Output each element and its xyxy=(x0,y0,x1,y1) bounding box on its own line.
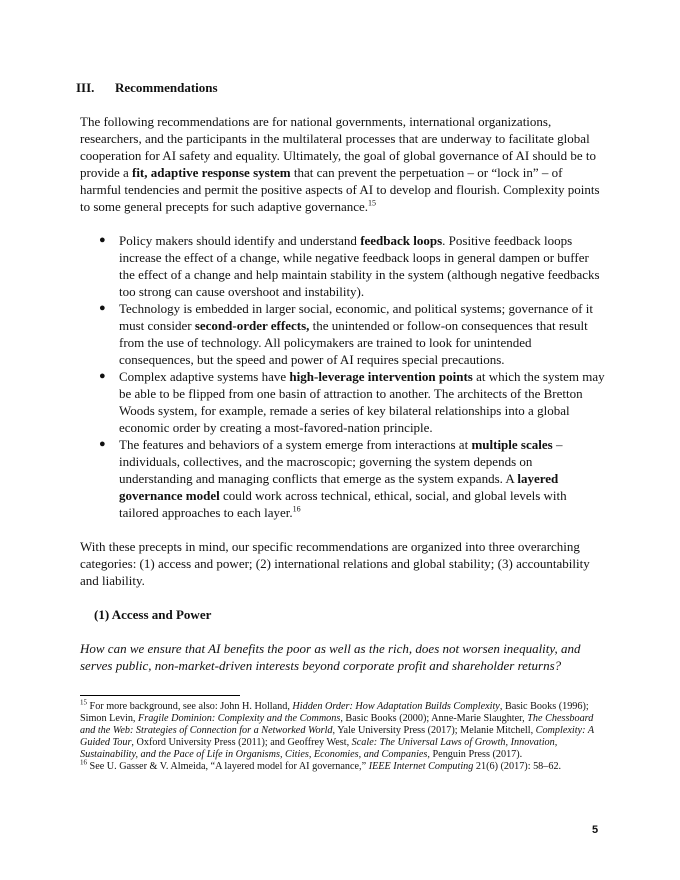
subsection-heading xyxy=(94,606,211,623)
subsection-number: (1) xyxy=(94,607,110,622)
section-title: Recommendations xyxy=(115,80,218,95)
footnote-16: $^{16}$ See U. Gasser & V. Almeida, “A layered model for AI governance,” IEEE Internet Computing 21(6) (2017): 58–62. xyxy=(80,758,562,772)
subsection-title: Access and Power xyxy=(111,607,212,622)
footnote-ref-15[interactable]: 15 xyxy=(368,198,377,208)
page-number: 5 xyxy=(592,824,599,836)
list-item-multiple-scales: ● The features and behaviors of a system emerge from interactions at multiple scales – individuals, collectives, and the macroscopic; governing the system depends on understanding and managing conflicts that emerge as the system expands. A layered governance model could work across technical, ethical, social, and global levels with tailored approaches to each layer.$^{16}$ xyxy=(99,437,567,520)
list-item-intervention-points: ● Complex adaptive systems have high-leverage intervention points at which the system may be able to be flipped from one basin of attraction to another. The architects of the Bretton Woods system, for example, remade a series of key bilateral relationships into a global economic order by creating a most-favored-nation principle. xyxy=(99,369,605,435)
section-heading xyxy=(76,79,218,96)
section-number: III. xyxy=(76,80,95,95)
footnotes xyxy=(80,698,602,773)
footnote-divider xyxy=(80,695,240,696)
footnote-ref-16[interactable]: 16 xyxy=(292,504,301,514)
bullet-icon: ● xyxy=(99,438,106,450)
list-item-second-order-effects: ● Technology is embedded in larger social, economic, and political systems; governance of it must consider second-order effects, the unintended or follow-on consequences that result from the use of technology. All policymakers are trained to look for unintended consequences, but the speed and power of AI requires special precautions. xyxy=(99,301,593,367)
bullet-icon: ● xyxy=(99,302,106,314)
emphasis-adaptive-response-system: fit, adaptive response system xyxy=(131,165,291,180)
footnote-15: $^{15}$ For more background, see also: John H. Holland, Hidden Order: How Adaptation Builds Complexity, Basic Books (1996); Simon Levin, Fragile Dominion: Complexity and the Commons, Basic Books (2000); Anne-Marie Slaughter, The Chessboard and the Web: Strategies of Connection for a Networked World, Yale University Press (2017); Melanie Mitchell, Complexity: A Guided Tour, Oxford University Press (2011); and Geoffrey West, Scale: The Universal Laws of Growth, Innovation, Sustainability, and the Pace of Life in Organisms, Cities, Economies, and Companies, Penguin Press (2017). xyxy=(80,698,594,760)
bullet-icon: ● xyxy=(99,234,106,246)
guiding-question: How can we ensure that AI benefits the poor as well as the rich, does not worsen inequality, and serves public, non-market-driven interests beyond corporate profit and shareholder returns? xyxy=(80,641,581,673)
precepts-list xyxy=(80,232,605,521)
intro-paragraph: The following recommendations are for national governments, international organizations, researchers, and the participants in the multilateral processes that are underway to facilitate global cooperation for AI safety and equality. Ultimately, the goal of global governance of AI should be to provide a fit, adaptive response system that can prevent the perpetuation – or “lock in” – of harmful tendencies and permit the positive aspects of AI to develop and flourish. Complexity points to some general precepts for such adaptive governance.$^{15}$ xyxy=(80,114,600,214)
list-item-feedback-loops: ● Policy makers should identify and understand feedback loops. Positive feedback loops increase the effect of a change, while negative feedback loops in general dampen or buffer the effect of a change and help maintain stability in the system (although negative feedbacks too strong can cause overshoot and instability). xyxy=(99,233,600,299)
bullet-icon: ● xyxy=(99,370,106,382)
conclusion-paragraph: With these precepts in mind, our specific recommendations are organized into three overarching categories: (1) access and power; (2) international relations and global stability; (3) accountability and liability. xyxy=(80,539,590,588)
